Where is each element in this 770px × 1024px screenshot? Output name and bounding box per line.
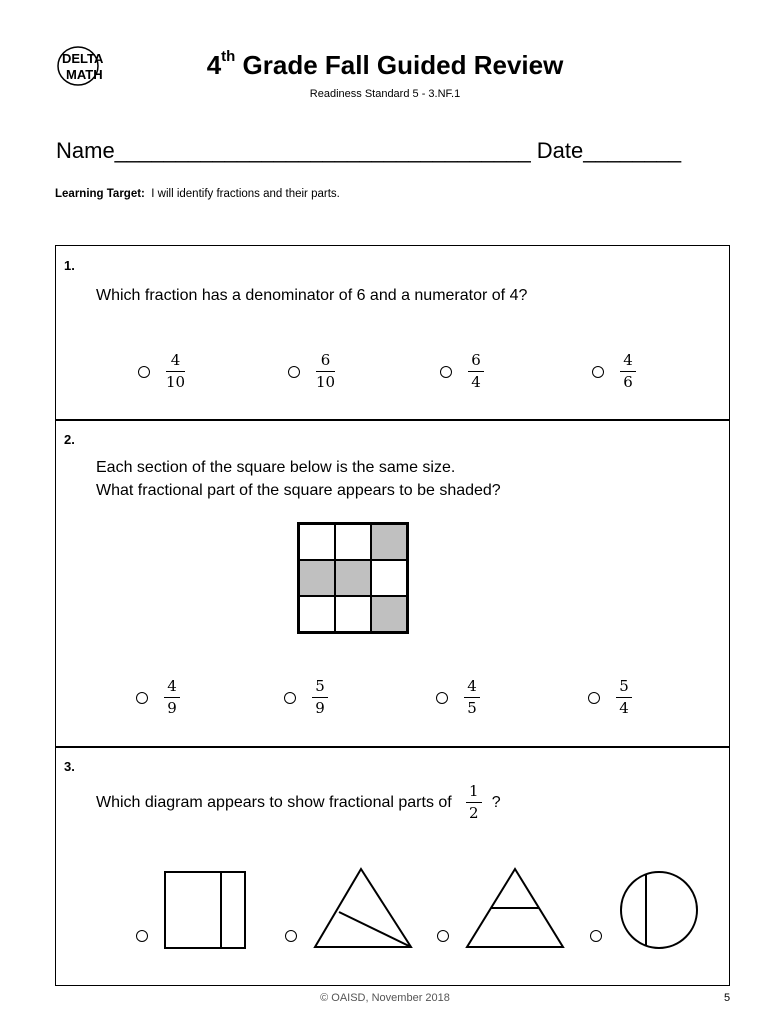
- radio-button[interactable]: [592, 366, 604, 378]
- choice-b[interactable]: [288, 352, 335, 391]
- fraction: $\frac{4}{10}$: [166, 351, 186, 391]
- page-title: 4th Grade Fall Guided Review: [206, 48, 564, 80]
- grid-cell: [371, 560, 407, 596]
- radio-button[interactable]: [440, 366, 452, 378]
- logo-line1: DELTA: [62, 51, 104, 66]
- choice-b[interactable]: [284, 678, 328, 717]
- radio-button[interactable]: [136, 930, 148, 942]
- question-1-box: [55, 245, 730, 421]
- radio-button[interactable]: [136, 692, 148, 704]
- choice-c[interactable]: [436, 678, 480, 717]
- shaded-square-grid: [297, 522, 409, 634]
- grid-cell-shaded: [371, 596, 407, 632]
- fraction: $\frac{6}{4}$: [468, 352, 484, 391]
- question-2-box: [55, 419, 730, 748]
- choice-a[interactable]: [136, 871, 248, 951]
- fraction: $\frac{4}{5}$: [464, 678, 480, 717]
- logo-line2: MATH: [66, 67, 103, 82]
- triangle-horizontal-split-diagram: [465, 867, 565, 951]
- page-subtitle: Readiness Standard 5 - 3.NF.1: [309, 88, 461, 100]
- square-unequal-split-diagram: [164, 871, 248, 951]
- fraction: $\frac{1}{2}$: [466, 783, 482, 822]
- grid-cell-shaded: [299, 560, 335, 596]
- radio-button[interactable]: [138, 366, 150, 378]
- fraction: $\frac{5}{9}$: [312, 678, 328, 717]
- choice-d[interactable]: [592, 352, 636, 391]
- grid-cell: [299, 524, 335, 560]
- choice-a[interactable]: [138, 352, 185, 391]
- fraction: $\frac{5}{4}$: [616, 678, 632, 717]
- grid-cell: [299, 596, 335, 632]
- question-number: 3.: [64, 759, 75, 774]
- choice-b[interactable]: [285, 867, 413, 951]
- choice-c[interactable]: [440, 352, 484, 391]
- grid-cell-shaded: [335, 560, 371, 596]
- question-text: Which fraction has a denominator of 6 and a numerator of 4?: [96, 287, 528, 304]
- radio-button[interactable]: [437, 930, 449, 942]
- question-3-box: [55, 746, 730, 986]
- question-number: 1.: [64, 258, 75, 273]
- radio-button[interactable]: [436, 692, 448, 704]
- choice-a[interactable]: [136, 678, 180, 717]
- choice-d[interactable]: [588, 678, 632, 717]
- radio-button[interactable]: [590, 930, 602, 942]
- fraction: $\frac{6}{10}$: [316, 351, 336, 391]
- choice-c[interactable]: [437, 867, 565, 951]
- grid-cell: [335, 596, 371, 632]
- fraction: $\frac{4}{9}$: [164, 678, 180, 717]
- question-number: 2.: [64, 432, 75, 447]
- name-date-line: Name__________________________________ Date________: [56, 138, 682, 163]
- page-number: 5: [724, 992, 731, 1004]
- fraction: $\frac{4}{6}$: [620, 352, 636, 391]
- triangle-diagonal-split-diagram: [313, 867, 413, 951]
- choice-d[interactable]: [590, 869, 700, 951]
- footer-copyright: © OAISD, November 2018: [320, 992, 450, 1004]
- grid-cell: [335, 524, 371, 560]
- radio-button[interactable]: [588, 692, 600, 704]
- circle-unequal-split-diagram: [618, 869, 700, 951]
- question-text: Which diagram appears to show fractional parts of $\frac{1}{2}$ ?: [96, 782, 501, 822]
- question-text: Each section of the square below is the same size. What fractional part of the square appears to be shaded?: [96, 459, 501, 499]
- grid-cell-shaded: [371, 524, 407, 560]
- radio-button[interactable]: [288, 366, 300, 378]
- learning-target: Learning Target: I will identify fractions and their parts.: [55, 188, 340, 200]
- radio-button[interactable]: [285, 930, 297, 942]
- radio-button[interactable]: [284, 692, 296, 704]
